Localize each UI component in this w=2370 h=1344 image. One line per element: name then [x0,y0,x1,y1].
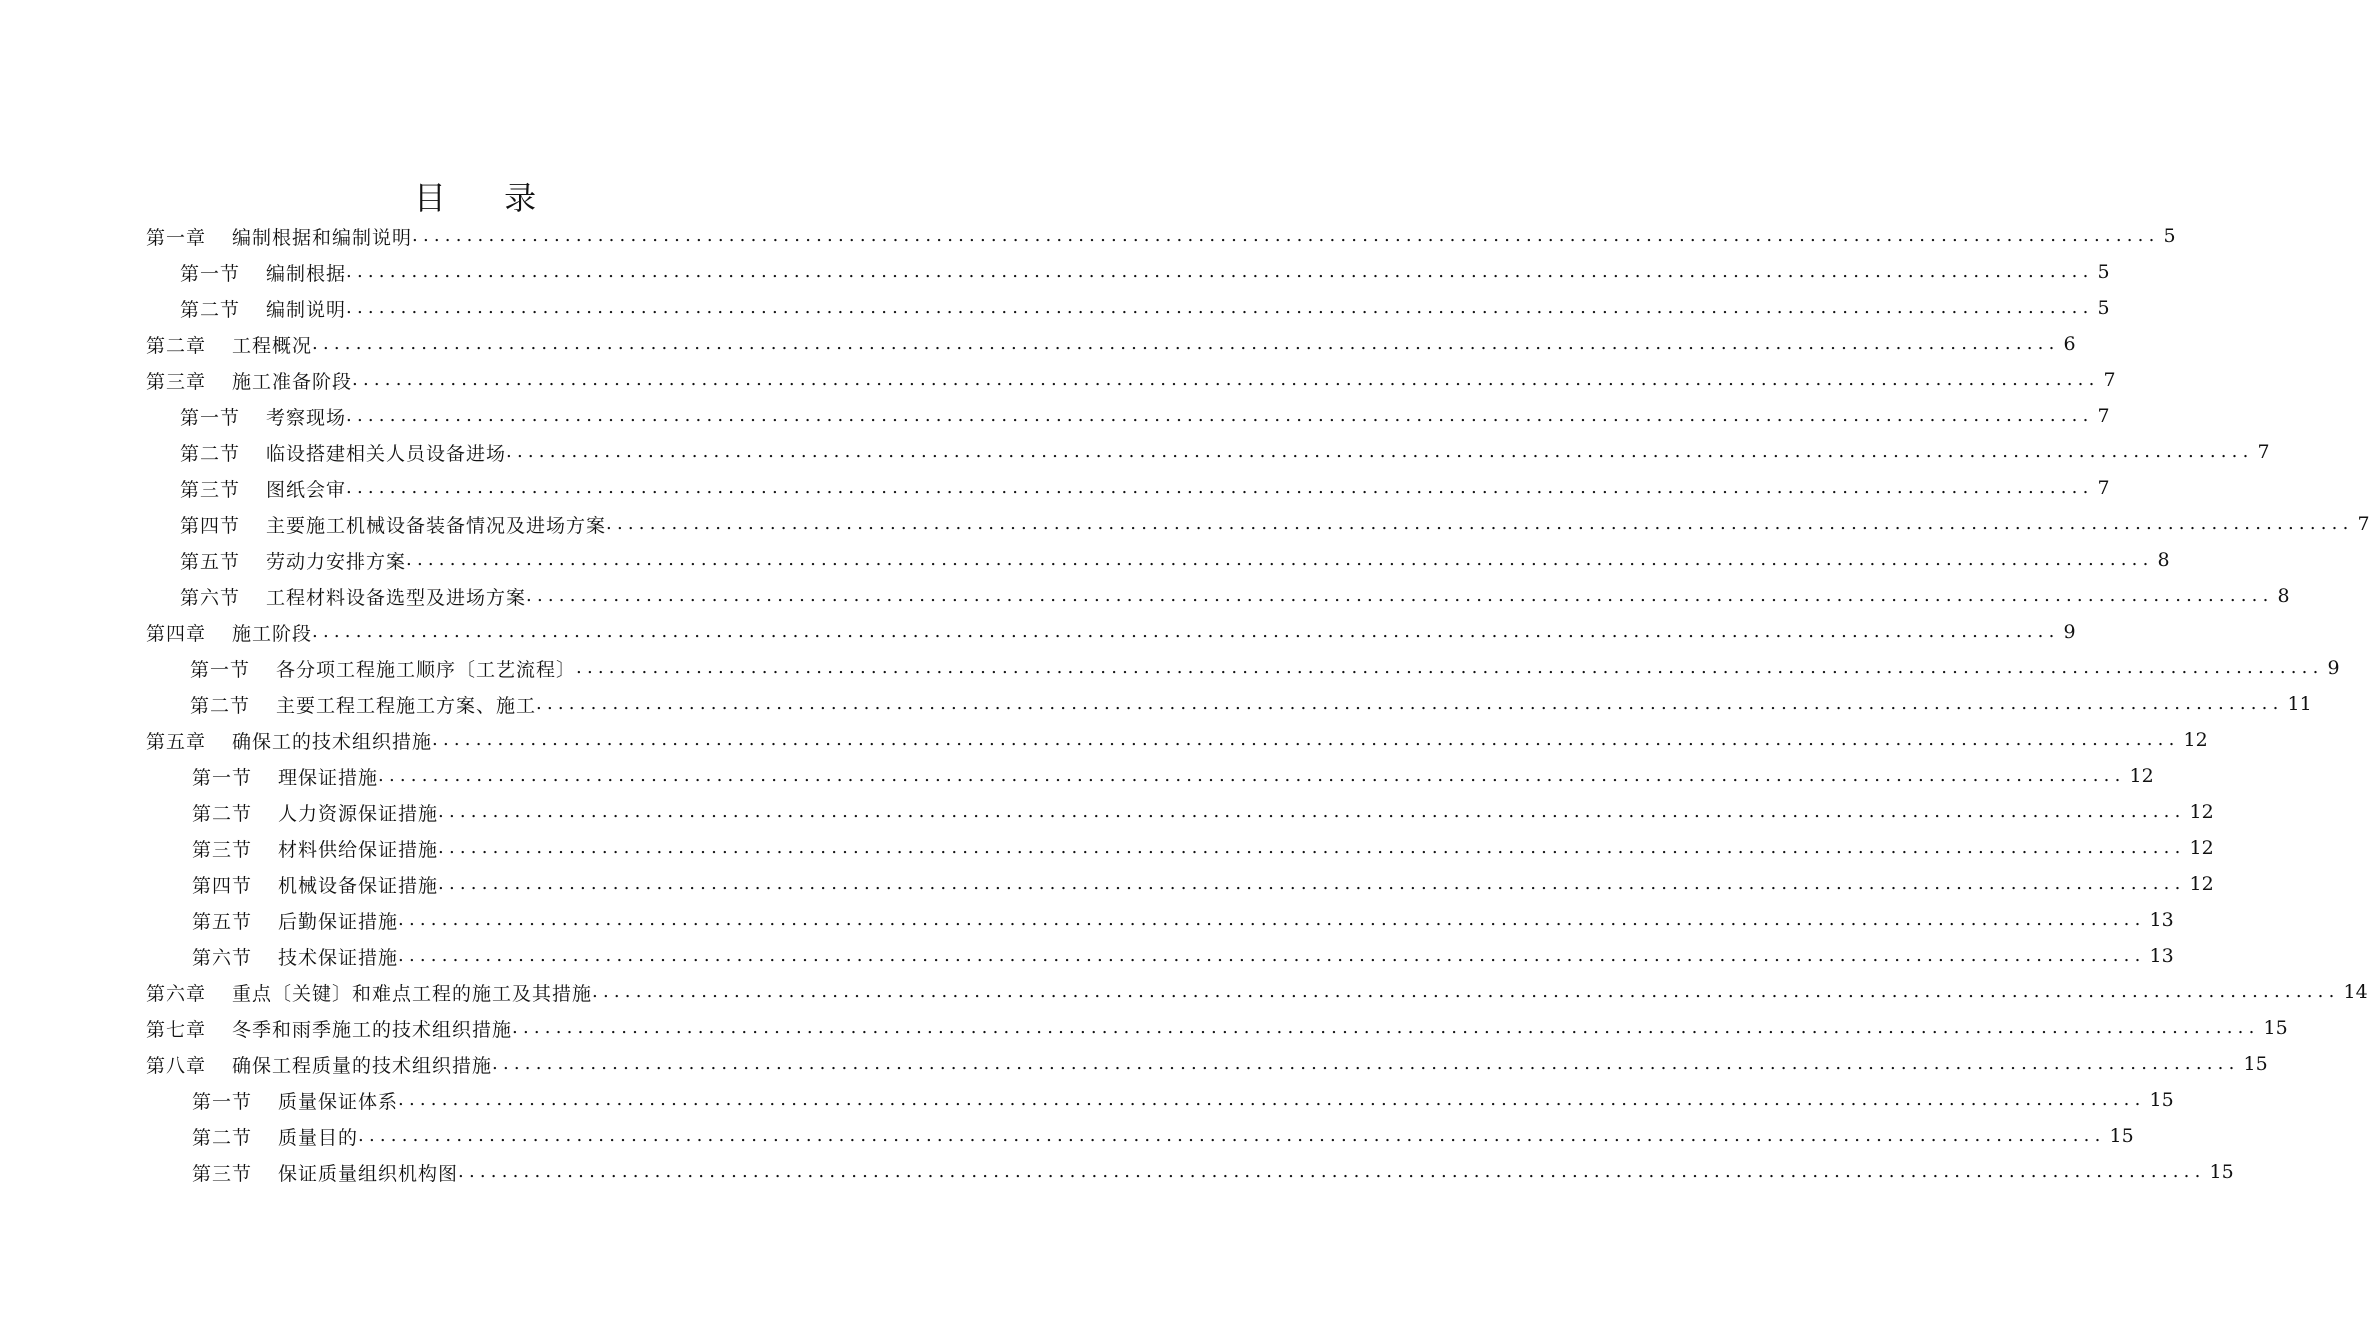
toc-entry-number: 第五节 [180,550,241,573]
toc-entry-label [146,1051,492,1078]
toc-section-entry[interactable] [192,830,2214,866]
toc-entry-number: 第一节 [192,1090,253,1113]
toc-entry-title: 质量目的 [278,1126,359,1149]
toc-entry-number: 第三章 [146,370,207,393]
toc-entry-number: 第三节 [180,478,241,501]
toc-page-number: 15 [2209,1161,2234,1183]
toc-entry-label [190,655,576,682]
toc-section-entry[interactable] [192,1082,2174,1118]
toc-chapter-entry[interactable] [146,1046,2268,1082]
toc-entry-label [180,439,506,466]
toc-page-number: 14 [2343,981,2368,1003]
toc-entry-title: 后勤保证措施 [278,910,399,933]
toc-section-entry[interactable] [180,434,2270,470]
toc-entry-number: 第四节 [192,874,253,897]
toc-leader-dots: ................................................................................................................................................................ [432,729,2180,750]
toc-page-number: 15 [2243,1053,2268,1075]
toc-entry-label [146,331,312,358]
toc-page-number: 7 [2357,513,2370,535]
toc-entry-number: 第六节 [180,586,241,609]
toc-entry-number: 第三节 [192,1162,253,1185]
toc-chapter-entry[interactable] [146,218,2176,254]
toc-entry-number: 第二章 [146,334,207,357]
toc-entry-label [146,727,432,754]
toc-section-entry[interactable] [192,1118,2134,1154]
toc-page-number: 7 [2257,441,2270,463]
toc-entry-label [180,547,406,574]
toc-page-number: 9 [2327,657,2340,679]
toc-entry-number: 第二节 [192,1126,253,1149]
toc-entry-number: 第四节 [180,514,241,537]
toc-page-number: 8 [2277,585,2290,607]
toc-page-number: 15 [2263,1017,2288,1039]
toc-entry-label [192,871,438,898]
toc-leader-dots: ................................................................................................................................................................ [512,1017,2260,1038]
toc-leader-dots: ................................................................................................................................................................ [438,873,2186,894]
toc-leader-dots: ................................................................................................................................................................ [576,657,2324,678]
toc-entry-number: 第六节 [192,946,253,969]
toc-entry-number: 第五章 [146,730,207,753]
toc-entry-label [192,763,378,790]
toc-entry-label [180,403,346,430]
toc-entry-number: 第一节 [180,406,241,429]
toc-page-number: 13 [2149,945,2174,967]
toc-entry-title: 编制根据 [266,262,347,285]
toc-entry-label [192,1159,458,1186]
toc-leader-dots: ................................................................................................................................................................ [592,981,2340,1002]
toc-entry-title: 确保工程质量的技术组织措施 [232,1054,493,1077]
toc-entry-title: 施工阶段 [232,622,313,645]
toc-leader-dots: ................................................................................................................................................................ [312,333,2060,354]
toc-entry-title: 考察现场 [266,406,347,429]
toc-leader-dots: ................................................................................................................................................................ [346,405,2094,426]
toc-section-entry[interactable] [180,290,2110,326]
toc-leader-dots: ................................................................................................................................................................ [526,585,2274,606]
toc-section-entry[interactable] [192,902,2174,938]
toc-leader-dots: ................................................................................................................................................................ [346,297,2094,318]
toc-section-entry[interactable] [192,938,2174,974]
toc-chapter-entry[interactable] [146,362,2116,398]
page-title: 目 录 [413,179,561,217]
toc-entry-label [180,475,346,502]
toc-page-number: 9 [2063,621,2076,643]
toc-leader-dots: ................................................................................................................................................................ [352,369,2100,390]
toc-chapter-entry[interactable] [146,1010,2288,1046]
toc-entry-title: 冬季和雨季施工的技术组织措施 [232,1018,513,1041]
toc-entry-title: 理保证措施 [278,766,379,789]
toc-page-number: 7 [2103,369,2116,391]
toc-chapter-entry[interactable] [146,614,2076,650]
toc-leader-dots: ................................................................................................................................................................ [398,1089,2146,1110]
toc-page-number: 12 [2189,801,2214,823]
toc-entry-title: 机械设备保证措施 [278,874,439,897]
toc-entry-title: 工程材料设备选型及进场方案 [266,586,527,609]
toc-entry-label [192,1087,398,1114]
toc-leader-dots: ................................................................................................................................................................ [358,1125,2106,1146]
toc-entry-label [146,223,412,250]
toc-page-number: 12 [2129,765,2154,787]
toc-section-entry[interactable] [180,506,2370,542]
toc-entry-label [180,259,346,286]
toc-leader-dots: ................................................................................................................................................................ [606,513,2354,534]
toc-page-number: 5 [2097,297,2110,319]
toc-section-entry[interactable] [192,866,2214,902]
toc-page-number: 6 [2063,333,2076,355]
toc-leader-dots: ................................................................................................................................................................ [492,1053,2240,1074]
toc-leader-dots: ................................................................................................................................................................ [406,549,2154,570]
toc-leader-dots: ................................................................................................................................................................ [398,945,2146,966]
toc-entry-number: 第八章 [146,1054,207,1077]
toc-page-number: 15 [2149,1089,2174,1111]
toc-entry-label [192,1123,358,1150]
toc-leader-dots: ................................................................................................................................................................ [312,621,2060,642]
toc-entry-number: 第七章 [146,1018,207,1041]
toc-section-entry[interactable] [180,542,2170,578]
toc-entry-title: 质量保证体系 [278,1090,399,1113]
toc-section-entry[interactable] [192,794,2214,830]
toc-chapter-entry[interactable] [146,974,2368,1010]
toc-entry-label [192,835,438,862]
toc-entry-label [146,619,312,646]
toc-section-entry[interactable] [192,1154,2234,1190]
toc-section-entry[interactable] [192,758,2154,794]
toc-leader-dots: ................................................................................................................................................................ [536,693,2284,714]
toc-entry-title: 人力资源保证措施 [278,802,439,825]
toc-leader-dots: ................................................................................................................................................................ [438,801,2186,822]
toc-leader-dots: ................................................................................................................................................................ [346,261,2094,282]
toc-entry-title: 工程概况 [232,334,313,357]
toc-page-number: 12 [2189,837,2214,859]
toc-leader-dots: ................................................................................................................................................................ [438,837,2186,858]
toc-entry-number: 第二节 [180,298,241,321]
toc-entry-title: 施工准备阶段 [232,370,353,393]
toc-entry-title: 技术保证措施 [278,946,399,969]
toc-entry-label [192,907,398,934]
toc-entry-number: 第一节 [180,262,241,285]
toc-leader-dots: ................................................................................................................................................................ [458,1161,2206,1182]
toc-entry-title: 主要工程工程施工方案、施工 [276,694,537,717]
toc-entry-number: 第五节 [192,910,253,933]
toc-leader-dots: ................................................................................................................................................................ [398,909,2146,930]
toc-entry-label [146,1015,512,1042]
toc-section-entry[interactable] [180,578,2290,614]
toc-entry-label [192,943,398,970]
toc-leader-dots: ................................................................................................................................................................ [506,441,2254,462]
toc-section-entry[interactable] [190,650,2340,686]
toc-entry-number: 第二节 [190,694,251,717]
toc-entry-title: 重点〔关键〕和难点工程的施工及其措施 [232,982,593,1005]
toc-page-number: 15 [2109,1125,2134,1147]
toc-entry-title: 图纸会审 [266,478,347,501]
toc-entry-label [146,367,352,394]
toc-page-number: 12 [2189,873,2214,895]
toc-entry-label [180,511,606,538]
toc-entry-label [180,295,346,322]
toc-entry-number: 第四章 [146,622,207,645]
toc-page-number: 11 [2287,693,2312,715]
toc-page-number: 8 [2157,549,2170,571]
toc-entry-title: 各分项工程施工顺序〔工艺流程〕 [276,658,577,681]
toc-entry-number: 第六章 [146,982,207,1005]
toc-entry-number: 第二节 [192,802,253,825]
toc-section-entry[interactable] [180,398,2110,434]
toc-entry-number: 第一节 [192,766,253,789]
toc-entry-number: 第一章 [146,226,207,249]
toc-entry-title: 确保工的技术组织措施 [232,730,433,753]
toc-leader-dots: ................................................................................................................................................................ [378,765,2126,786]
toc-chapter-entry[interactable] [146,722,2208,758]
toc-page-number: 5 [2163,225,2176,247]
toc-entry-title: 编制说明 [266,298,347,321]
toc-section-entry[interactable] [180,254,2110,290]
toc-entry-label [192,799,438,826]
toc-section-entry[interactable] [180,470,2110,506]
toc-entry-title: 临设搭建相关人员设备进场 [266,442,507,465]
toc-page-number: 7 [2097,405,2110,427]
toc-entry-label [146,979,592,1006]
toc-page-number: 13 [2149,909,2174,931]
toc-leader-dots: ................................................................................................................................................................ [346,477,2094,498]
toc-page-number: 12 [2183,729,2208,751]
toc-leader-dots: ................................................................................................................................................................ [412,225,2160,246]
toc-entry-label [180,583,526,610]
toc-entry-number: 第二节 [180,442,241,465]
toc-section-entry[interactable] [190,686,2312,722]
toc-page-number: 7 [2097,477,2110,499]
toc-entry-title: 劳动力安排方案 [266,550,407,573]
toc-entry-title: 主要施工机械设备装备情况及进场方案 [266,514,607,537]
toc-entry-title: 编制根据和编制说明 [232,226,413,249]
toc-entry-label [190,691,536,718]
toc-entry-title: 材料供给保证措施 [278,838,439,861]
toc-page-number: 5 [2097,261,2110,283]
toc-chapter-entry[interactable] [146,326,2076,362]
toc-entry-number: 第一节 [190,658,251,681]
toc-entry-number: 第三节 [192,838,253,861]
toc-entry-title: 保证质量组织机构图 [278,1162,459,1185]
